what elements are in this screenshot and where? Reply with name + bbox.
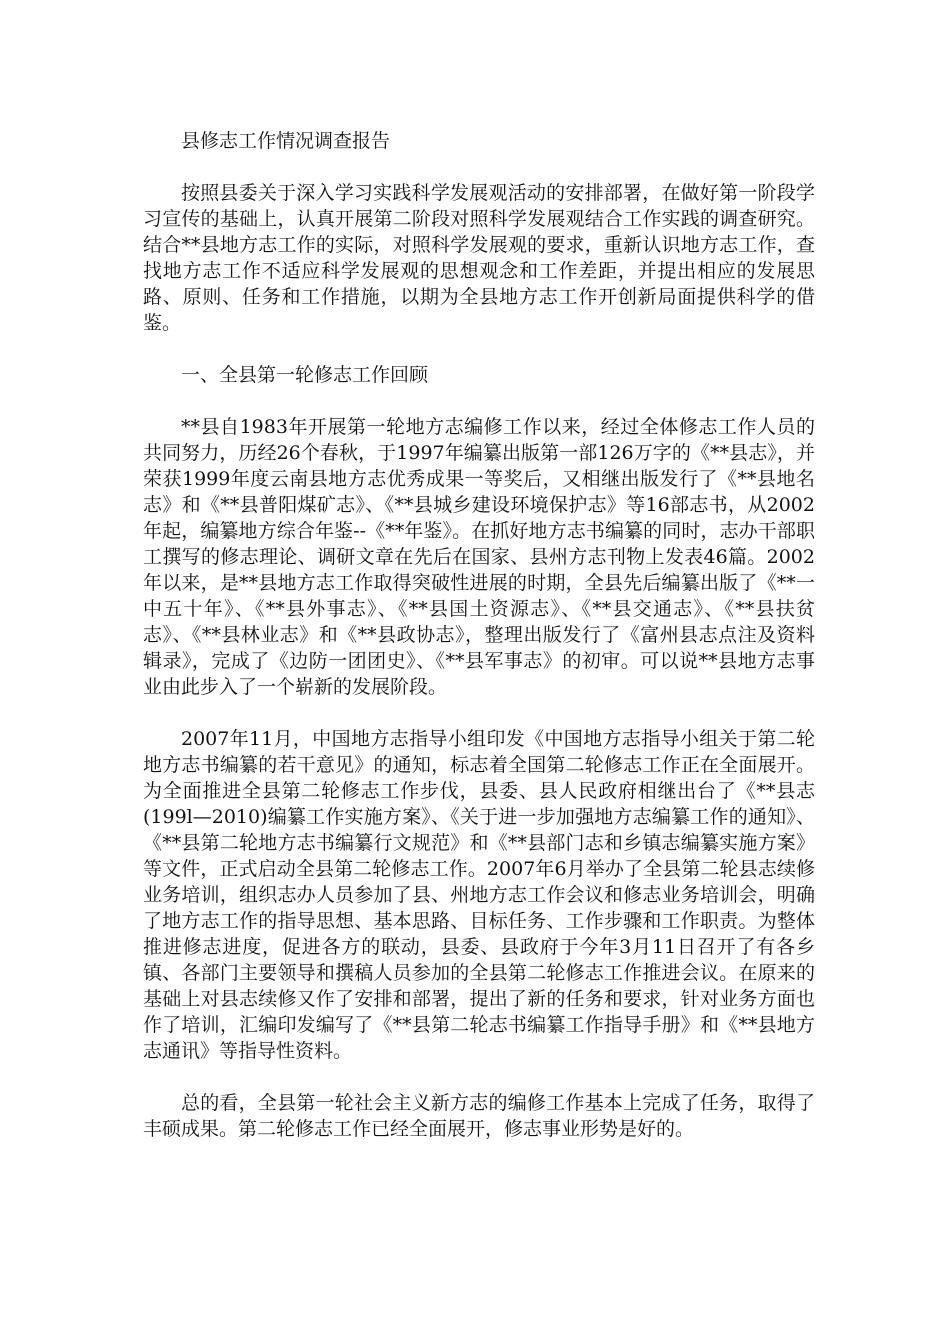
section-heading: 一、全县第一轮修志工作回顾 bbox=[181, 364, 429, 386]
summary-paragraph: 总的看，全县第一轮社会主义新方志的编修工作基本上完成了任务，取得了丰硕成果。第二轮修志工作已经全面展开，修志事业形势是好的。 bbox=[143, 1092, 815, 1140]
document-title: 县修志工作情况调查报告 bbox=[181, 130, 391, 152]
review-paragraph: **县自1983年开展第一轮地方志编修工作以来，经过全体修志工作人员的共同努力，历经26个春秋，于1997年编纂出版第一部126万字的《**县志》，并荣获1999年度云南县地方志优秀成果一等奖后，又相继出版发行了《**县地名志》和《**县普阳煤矿志》、《**县城乡建设环境保护志》等16部志书，从2002年起，编纂地方综合年鉴--《**年鉴》。在抓好地方志书编纂的同时，志办干部职工撰写的修志理论、调研文章在先后在国家、县州方志刊物上发表46篇。2002年以来，是**县地方志工作取得突破性进展的时期，全县先后编纂出版了《**一中五十年》、《**县外事志》、《**县国土资源志》、《**县交通志》、《**县扶贫志》、《**县林业志》和《**县政协志》，整理出版发行了《富州县志点注及资料辑录》，完成了《边防一团团史》、《**县军事志》的初审。可以说**县地方志事业由此步入了一个崭新的发展阶段。 bbox=[143, 416, 815, 698]
intro-paragraph: 按照县委关于深入学习实践科学发展观活动的安排部署，在做好第一阶段学习宣传的基础上，认真开展第二阶段对照科学发展观结合工作实践的调查研究。结合**县地方志工作的实际，对照科学发展观的要求，重新认识地方志工作，查找地方志工作不适应科学发展观的思想观念和工作差距，并提出相应的发展思路、原则、任务和工作措施，以期为全县地方志工作开创新局面提供科学的借鉴。 bbox=[143, 182, 815, 334]
second-round-paragraph: 2007年11月，中国地方志指导小组印发《中国地方志指导小组关于第二轮地方志书编纂的若干意见》的通知，标志着全国第二轮修志工作正在全面展开。为全面推进全县第二轮修志工作步伐，县委、县人民政府相继出台了《**县志 (199l—2010)编纂工作实施方案》、《关于进一步加强地方志编纂工作的通知》、《**县第二轮地方志书编纂行文规范》和《**县部门志和乡镇志编纂实施方案》等文件，正式启动全县第二轮修志工作。2007年6月举办了全县第二轮县志续修业务培训，组织志办人员参加了县、州地方志工作会议和修志业务培训会，明确了地方志工作的指导思想、基本思路、目标任务、工作步骤和工作职责。为整体推进修志进度，促进各方的联动，县委、县政府于今年3月11日召开了有各乡镇、各部门主要领导和撰稿人员参加的全县第二轮修志工作推进会议。在原来的基础上对县志续修又作了安排和部署，提出了新的任务和要求，针对业务方面也作了培训，汇编印发编写了《**县第二轮志书编纂工作指导手册》和《**县地方志通讯》等指导性资料。 bbox=[143, 728, 815, 1062]
document-page bbox=[143, 128, 815, 1168]
